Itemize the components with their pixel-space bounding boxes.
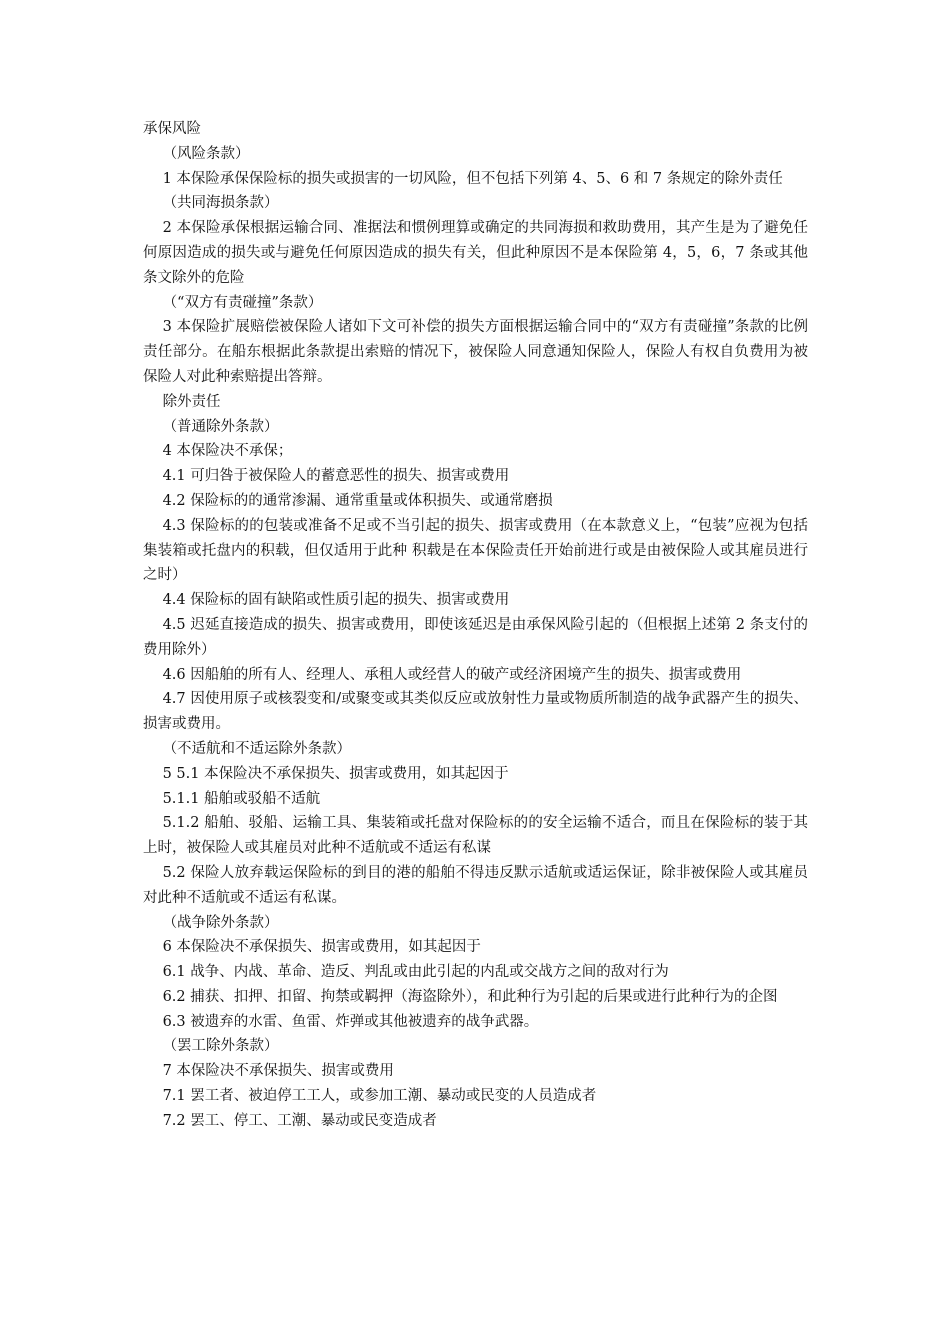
clause-paragraph: 7 本保险决不承保损失、损害或费用 — [162, 1063, 394, 1080]
clause-paragraph: 5 5.1 本保险决不承保损失、损害或费用，如其起因于 — [162, 765, 509, 782]
clause-heading: （普通除外条款） — [162, 418, 279, 435]
clause-heading: （战争除外条款） — [162, 914, 279, 931]
clause-paragraph: 4.4 保险标的固有缺陷或性质引起的损失、损害或费用 — [162, 592, 510, 609]
clause-paragraph: 6 本保险决不承保损失、损害或费用，如其起因于 — [162, 939, 481, 956]
clause-paragraph: 5.2 保险人放弃载运保险标的到目的港的船舶不得违反默示适航或适运保证，除非被保险人或其雇员对此种不适航或不适运有私谋。 — [143, 864, 808, 906]
clause-paragraph: 4.3 保险标的的包装或准备不足或不当引起的损失、损害或费用（在本款意义上，“包装”应视为包括集装箱或托盘内的积载，但仅适用于此种 积载是在本保险责任开始前进行或是由被保险人或其雇员进行之时） — [143, 517, 808, 584]
section-heading: 承保风险 — [143, 121, 201, 137]
clause-heading: （“双方有责碰撞”条款） — [162, 294, 323, 311]
document-body — [143, 117, 808, 1134]
clause-paragraph: 4 本保险决不承保； — [162, 443, 293, 460]
clause-paragraph: 2 本保险承保根据运输合同、准据法和惯例理算或确定的共同海损和救助费用，其产生是为了避免任何原因造成的损失或与避免任何原因造成的损失有关，但此种原因不是本保险第 4，5，6，7 条或其他条文除外的危险 — [143, 220, 808, 286]
clause-heading: （不适航和不适运除外条款） — [162, 740, 352, 757]
clause-paragraph: 6.1 战争、内战、革命、造反、判乱或由此引起的内乱或交战方之间的敌对行为 — [162, 964, 669, 981]
clause-paragraph: 4.1 可归咎于被保险人的蓄意恶性的损失、损害或费用 — [162, 468, 510, 485]
clause-paragraph: 6.2 捕获、扣押、扣留、拘禁或羁押（海盗除外），和此种行为引起的后果或进行此种行为的企图 — [162, 988, 778, 1005]
clause-paragraph: 7.2 罢工、停工、工潮、暴动或民变造成者 — [162, 1112, 437, 1129]
clause-paragraph: 4.5 迟延直接造成的损失、损害或费用，即使该延迟是由承保风险引起的（但根据上述第 2 条支付的费用除外） — [143, 616, 808, 658]
clause-paragraph: 7.1 罢工者、被迫停工工人，或参加工潮、暴动或民变的人员造成者 — [162, 1088, 597, 1105]
clause-paragraph: 4.2 保险标的的通常渗漏、通常重量或体积损失、或通常磨损 — [162, 492, 553, 509]
clause-heading: （风险条款） — [162, 145, 250, 162]
clause-heading: （罢工除外条款） — [162, 1038, 279, 1055]
clause-heading: （共同海损条款） — [162, 195, 279, 212]
clause-paragraph: 1 本保险承保保险标的损失或损害的一切风险，但不包括下列第 4、5、6 和 7 条规定的除外责任 — [162, 170, 783, 187]
clause-paragraph: 6.3 被遗弃的水雷、鱼雷、炸弹或其他被遗弃的战争武器。 — [162, 1013, 539, 1030]
clause-paragraph: 4.7 因使用原子或核裂变和/或聚变或其类似反应或放射性力量或物质所制造的战争武器产生的损失、损害或费用。 — [143, 691, 808, 733]
clause-paragraph: 5.1.2 船舶、驳船、运输工具、集装箱或托盘对保险标的的安全运输不适合，而且在保险标的装于其上时，被保险人或其雇员对此种不适航或不适运有私谋 — [143, 815, 808, 857]
clause-heading: 除外责任 — [162, 393, 221, 410]
clause-paragraph: 4.6 因船舶的所有人、经理人、承租人或经营人的破产或经济困境产生的损失、损害或费用 — [162, 666, 742, 683]
clause-paragraph: 5.1.1 船舶或驳船不适航 — [162, 790, 321, 807]
clause-paragraph: 3 本保险扩展赔偿被保险人诸如下文可补偿的损失方面根据运输合同中的“双方有责碰撞”条款的比例责任部分。在船东根据此条款提出索赔的情况下，被保险人同意通知保险人，保险人有权自负费用为被保险人对此种索赔提出答辩。 — [143, 319, 809, 385]
